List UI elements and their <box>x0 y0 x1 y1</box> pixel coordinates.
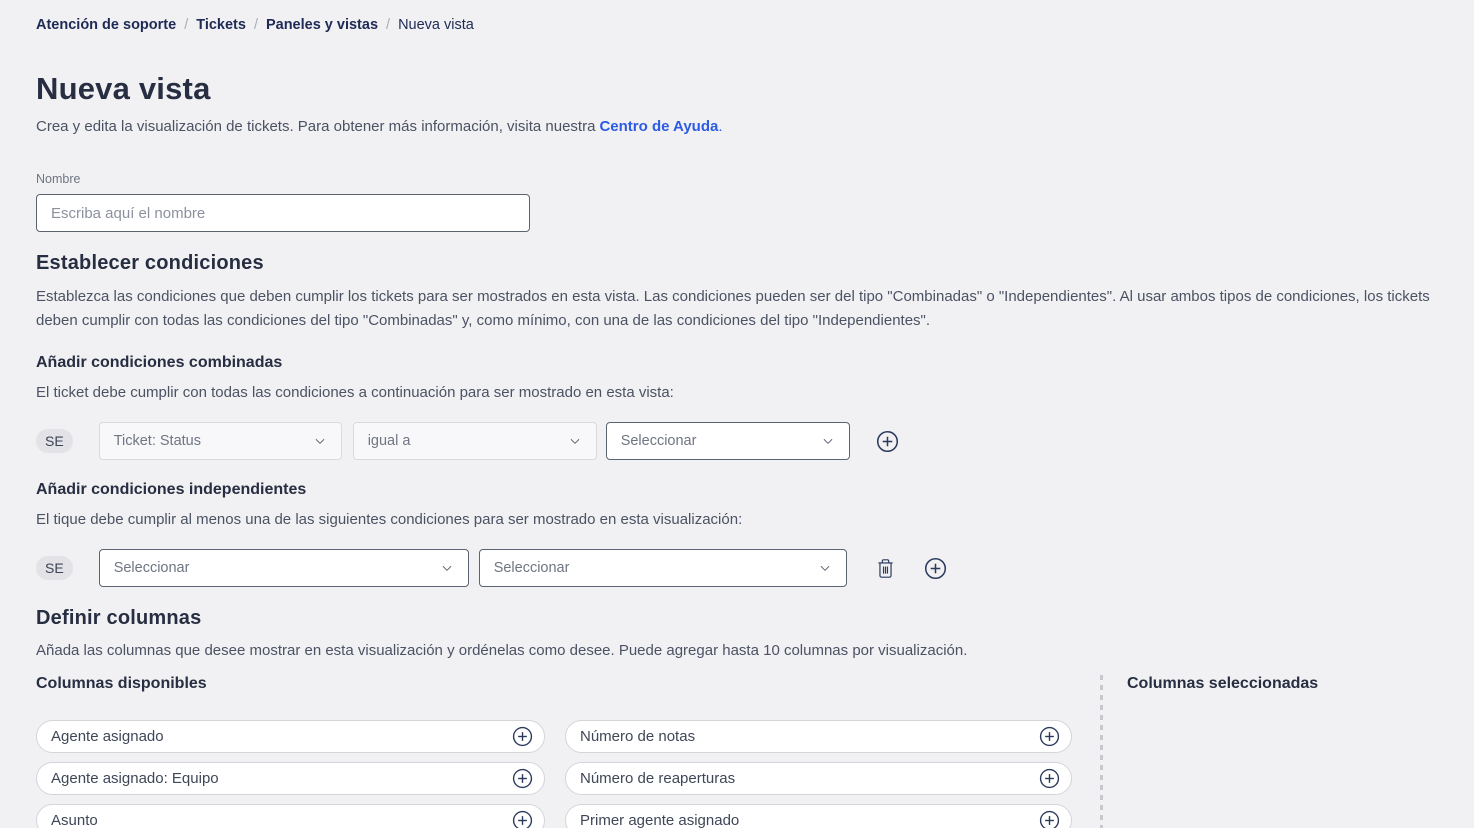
available-columns-list <box>36 720 1072 828</box>
chevron-down-icon <box>568 434 582 448</box>
column-label: Agente asignado <box>51 728 164 745</box>
name-input[interactable] <box>36 194 530 232</box>
column-label: Agente asignado: Equipo <box>51 770 219 787</box>
help-center-link[interactable]: Centro de Ayuda <box>599 118 719 135</box>
combined-operator-select[interactable] <box>353 422 597 460</box>
column-label: Primer agente asignado <box>580 812 740 828</box>
name-field-label: Nombre <box>36 172 81 186</box>
available-columns-panel <box>36 675 1072 828</box>
add-independent-condition-button[interactable] <box>924 557 947 580</box>
select-value: Ticket: Status <box>113 433 201 449</box>
available-column-pill[interactable] <box>36 720 545 753</box>
breadcrumb-current: Nueva vista <box>398 17 474 33</box>
breadcrumb-link-atencion-de-soporte[interactable]: Atención de soporte <box>36 17 177 33</box>
combined-condition-row <box>36 422 1458 460</box>
select-value: Seleccionar <box>620 433 697 449</box>
combined-value-select[interactable] <box>606 422 850 460</box>
combined-conditions-description: El ticket debe cumplir con todas las condiciones a continuación para ser mostrado en esta vista: <box>36 384 674 401</box>
plus-circle-icon <box>512 810 533 828</box>
breadcrumb-link-paneles-y-vistas[interactable]: Paneles y vistas <box>265 17 379 33</box>
select-value: igual a <box>367 433 411 449</box>
available-column-pill[interactable] <box>565 720 1072 753</box>
subtitle-period: . <box>718 118 723 135</box>
columns-divider <box>1100 675 1103 828</box>
chevron-down-icon <box>818 561 832 575</box>
plus-circle-icon <box>1039 768 1060 789</box>
combined-field-select[interactable] <box>99 422 342 460</box>
plus-circle-icon <box>512 726 533 747</box>
available-column-pill[interactable] <box>36 762 545 795</box>
breadcrumb-separator: / <box>253 17 258 33</box>
page-subtitle <box>36 118 1458 135</box>
plus-circle-icon <box>1039 726 1060 747</box>
columns-section-description: Añada las columnas que desee mostrar en esta visualización y ordénelas como desee. Puede agregar hasta 10 columnas por visualización. <box>36 642 968 659</box>
plus-circle-icon <box>1039 810 1060 828</box>
independent-operator-select[interactable] <box>479 549 847 587</box>
available-column-pill[interactable] <box>565 804 1072 828</box>
column-label: Asunto <box>51 812 98 828</box>
add-column-button[interactable] <box>1039 726 1060 747</box>
condition-badge: SE <box>36 556 73 580</box>
condition-badge: SE <box>36 429 73 453</box>
add-combined-condition-button[interactable] <box>876 430 899 453</box>
conditions-section-title: Establecer condiciones <box>36 252 264 274</box>
page-title: Nueva vista <box>36 71 211 106</box>
chevron-down-icon <box>440 561 454 575</box>
available-columns-title: Columnas disponibles <box>36 675 207 692</box>
column-label: Número de reaperturas <box>580 770 736 787</box>
selected-columns-panel <box>1127 675 1318 828</box>
plus-circle-icon <box>876 430 899 453</box>
breadcrumb <box>36 17 1458 33</box>
selected-columns-title: Columnas seleccionadas <box>1127 675 1319 692</box>
add-column-button[interactable] <box>1039 768 1060 789</box>
independent-conditions-description: El tique debe cumplir al menos una de las siguientes condiciones para ser mostrado en esta visualización: <box>36 511 743 528</box>
breadcrumb-link-tickets[interactable]: Tickets <box>196 17 246 33</box>
columns-section <box>36 675 1458 828</box>
chevron-down-icon <box>821 434 835 448</box>
plus-circle-icon <box>924 557 947 580</box>
column-label: Número de notas <box>580 728 696 745</box>
add-column-button[interactable] <box>512 726 533 747</box>
independent-condition-row <box>36 549 1458 587</box>
independent-field-select[interactable] <box>99 549 469 587</box>
chevron-down-icon <box>313 434 327 448</box>
add-column-button[interactable] <box>512 768 533 789</box>
columns-section-title: Definir columnas <box>36 607 202 629</box>
add-column-button[interactable] <box>512 810 533 828</box>
delete-independent-condition-button[interactable] <box>876 558 895 579</box>
breadcrumb-separator: / <box>386 17 391 33</box>
trash-icon <box>876 558 895 579</box>
plus-circle-icon <box>512 768 533 789</box>
combined-conditions-title: Añadir condiciones combinadas <box>36 354 283 371</box>
subtitle-text: Crea y edita la visualización de tickets. Para obtener más información, visita nuestra <box>36 118 596 135</box>
independent-conditions-title: Añadir condiciones independientes <box>36 481 307 498</box>
conditions-section-description: Establezca las condiciones que deben cumplir los tickets para ser mostrados en esta vista. Las condiciones pueden ser del tipo "Combinadas" o "Independientes". Al usar ambos tipos de condiciones, los tickets deben cumplir con todas las condiciones del tipo "Combinadas" y, como mínimo, con una de las condiciones del tipo "Independientes". <box>36 288 1430 329</box>
available-column-pill[interactable] <box>565 762 1072 795</box>
select-value: Seleccionar <box>493 560 570 576</box>
select-value: Seleccionar <box>113 560 190 576</box>
breadcrumb-separator: / <box>184 17 189 33</box>
add-column-button[interactable] <box>1039 810 1060 828</box>
available-column-pill[interactable] <box>36 804 545 828</box>
